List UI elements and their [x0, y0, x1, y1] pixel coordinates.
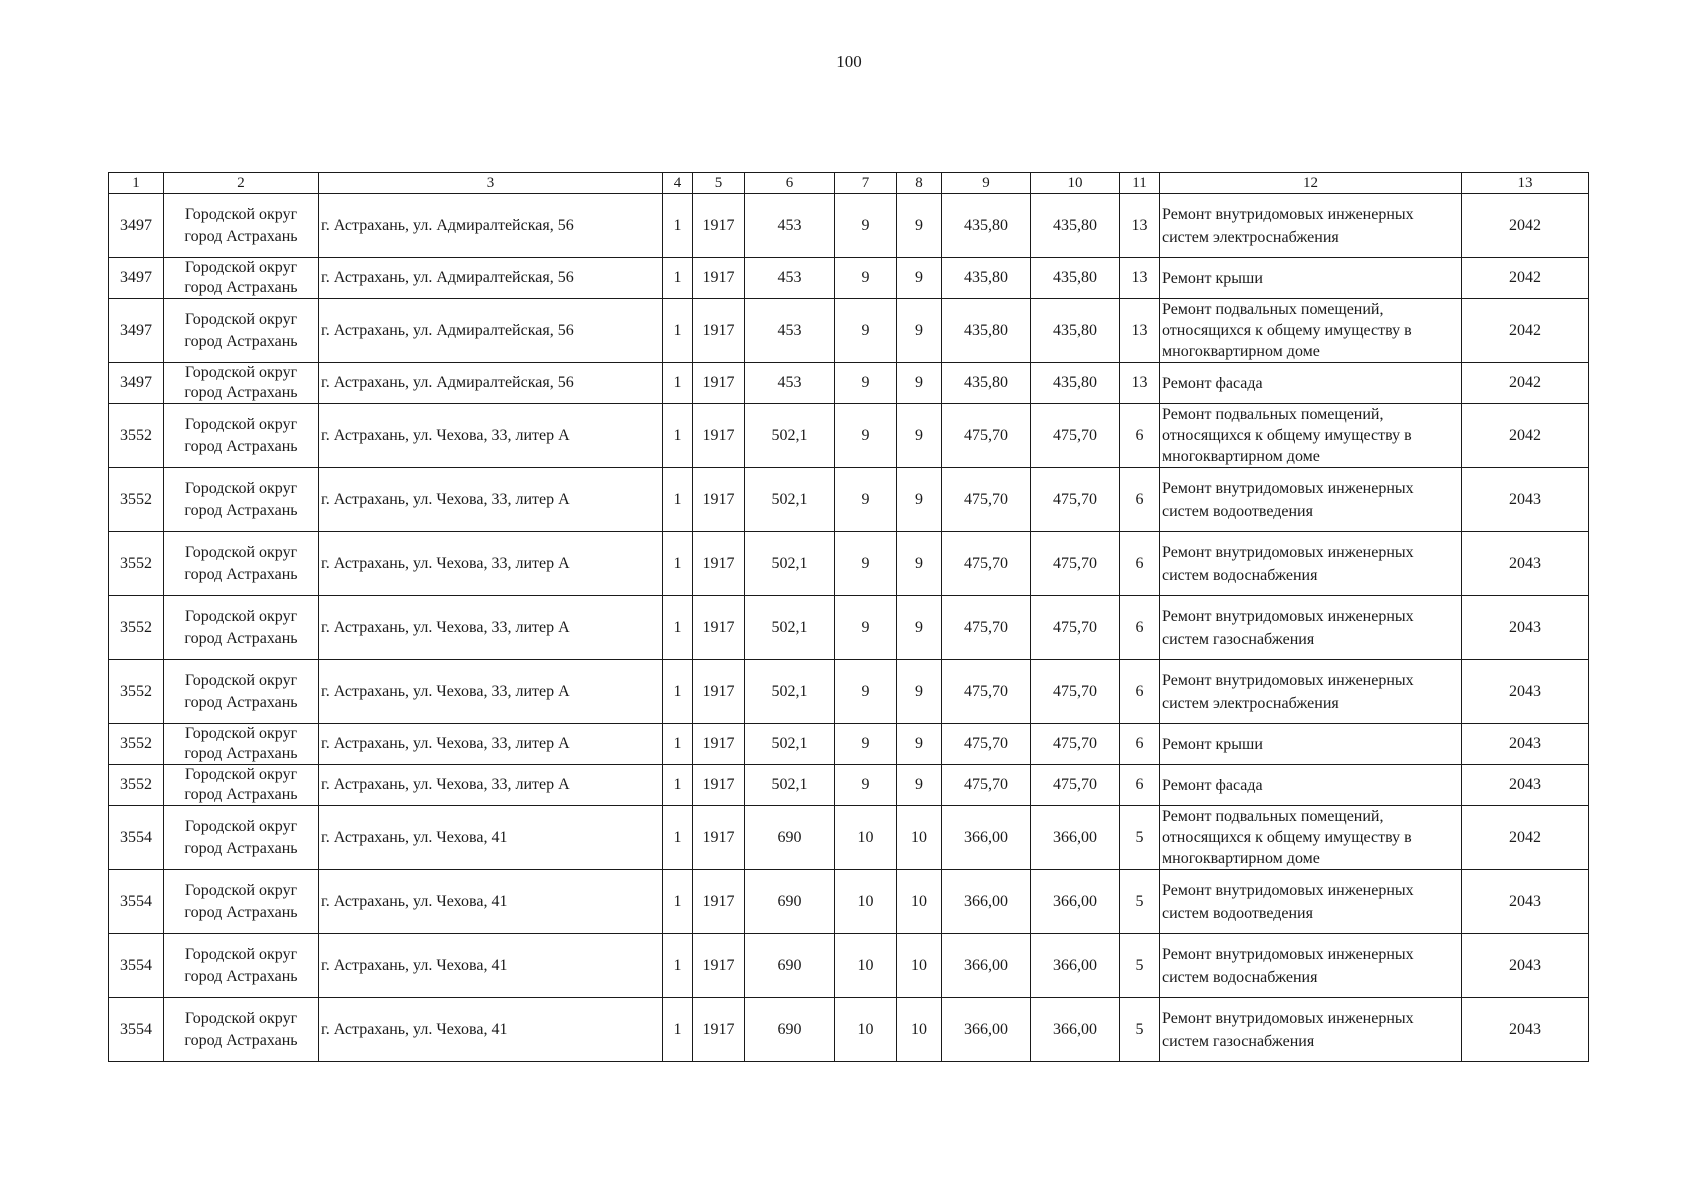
works-cell: Ремонт крыши — [1160, 724, 1462, 765]
municipality-cell: Городской округ город Астрахань — [164, 870, 319, 934]
cell-col10: 475,70 — [1031, 468, 1120, 532]
address-cell: г. Астрахань, ул. Чехова, 33, литер А — [319, 404, 663, 468]
address-cell: г. Астрахань, ул. Чехова, 33, литер А — [319, 596, 663, 660]
row-number: 3497 — [109, 258, 164, 299]
table-row — [109, 724, 1589, 765]
municipality-cell: Городской округ город Астрахань — [164, 806, 319, 870]
municipality-cell: Городской округ город Астрахань — [164, 532, 319, 596]
row-number: 3552 — [109, 596, 164, 660]
cell-col6: 502,1 — [745, 660, 835, 724]
year-cell: 1917 — [693, 299, 745, 363]
period-cell: 2042 — [1462, 404, 1589, 468]
year-cell: 1917 — [693, 363, 745, 404]
period-cell: 2043 — [1462, 724, 1589, 765]
column-header: 1 — [109, 173, 164, 194]
municipality-cell: Городской округ город Астрахань — [164, 660, 319, 724]
cell-col4: 1 — [663, 404, 693, 468]
works-cell: Ремонт крыши — [1160, 258, 1462, 299]
works-cell: Ремонт внутридомовых инженерных систем водоотведения — [1160, 870, 1462, 934]
cell-col9: 366,00 — [942, 998, 1031, 1062]
table-row — [109, 596, 1589, 660]
cell-col9: 475,70 — [942, 660, 1031, 724]
cell-col9: 366,00 — [942, 934, 1031, 998]
cell-col9: 435,80 — [942, 194, 1031, 258]
municipality-cell: Городской округ город Астрахань — [164, 724, 319, 765]
address-cell: г. Астрахань, ул. Чехова, 41 — [319, 870, 663, 934]
cell-col11: 5 — [1120, 934, 1160, 998]
cell-col8: 9 — [897, 404, 942, 468]
cell-col9: 475,70 — [942, 468, 1031, 532]
cell-col10: 366,00 — [1031, 934, 1120, 998]
row-number: 3497 — [109, 299, 164, 363]
works-cell: Ремонт фасада — [1160, 765, 1462, 806]
cell-col8: 10 — [897, 870, 942, 934]
period-cell: 2042 — [1462, 299, 1589, 363]
cell-col9: 475,70 — [942, 404, 1031, 468]
cell-col11: 6 — [1120, 765, 1160, 806]
cell-col9: 475,70 — [942, 765, 1031, 806]
cell-col7: 9 — [835, 724, 897, 765]
cell-col6: 690 — [745, 806, 835, 870]
address-cell: г. Астрахань, ул. Чехова, 33, литер А — [319, 468, 663, 532]
row-number: 3552 — [109, 724, 164, 765]
address-cell: г. Астрахань, ул. Чехова, 33, литер А — [319, 532, 663, 596]
cell-col4: 1 — [663, 532, 693, 596]
cell-col6: 453 — [745, 194, 835, 258]
cell-col4: 1 — [663, 363, 693, 404]
cell-col6: 690 — [745, 934, 835, 998]
cell-col6: 502,1 — [745, 596, 835, 660]
works-cell: Ремонт фасада — [1160, 363, 1462, 404]
cell-col11: 5 — [1120, 806, 1160, 870]
address-cell: г. Астрахань, ул. Адмиралтейская, 56 — [319, 258, 663, 299]
cell-col7: 9 — [835, 194, 897, 258]
column-header: 13 — [1462, 173, 1589, 194]
cell-col4: 1 — [663, 660, 693, 724]
works-cell: Ремонт внутридомовых инженерных систем водоснабжения — [1160, 934, 1462, 998]
cell-col6: 453 — [745, 258, 835, 299]
address-cell: г. Астрахань, ул. Чехова, 33, литер А — [319, 660, 663, 724]
address-cell: г. Астрахань, ул. Адмиралтейская, 56 — [319, 299, 663, 363]
cell-col11: 6 — [1120, 404, 1160, 468]
cell-col6: 502,1 — [745, 532, 835, 596]
cell-col8: 9 — [897, 194, 942, 258]
cell-col11: 6 — [1120, 596, 1160, 660]
cell-col4: 1 — [663, 998, 693, 1062]
cell-col7: 9 — [835, 468, 897, 532]
cell-col8: 9 — [897, 532, 942, 596]
cell-col10: 366,00 — [1031, 806, 1120, 870]
cell-col10: 475,70 — [1031, 532, 1120, 596]
row-number: 3554 — [109, 934, 164, 998]
table-row — [109, 468, 1589, 532]
cell-col11: 6 — [1120, 468, 1160, 532]
cell-col8: 9 — [897, 299, 942, 363]
year-cell: 1917 — [693, 404, 745, 468]
cell-col11: 13 — [1120, 363, 1160, 404]
cell-col4: 1 — [663, 194, 693, 258]
year-cell: 1917 — [693, 468, 745, 532]
address-cell: г. Астрахань, ул. Чехова, 33, литер А — [319, 765, 663, 806]
works-cell: Ремонт внутридомовых инженерных систем газоснабжения — [1160, 596, 1462, 660]
municipality-cell: Городской округ город Астрахань — [164, 404, 319, 468]
table-row — [109, 299, 1589, 363]
cell-col7: 9 — [835, 258, 897, 299]
cell-col6: 690 — [745, 998, 835, 1062]
cell-col11: 13 — [1120, 194, 1160, 258]
address-cell: г. Астрахань, ул. Адмиралтейская, 56 — [319, 194, 663, 258]
row-number: 3554 — [109, 998, 164, 1062]
cell-col11: 5 — [1120, 998, 1160, 1062]
cell-col11: 5 — [1120, 870, 1160, 934]
cell-col8: 9 — [897, 363, 942, 404]
table-row — [109, 363, 1589, 404]
cell-col6: 502,1 — [745, 765, 835, 806]
year-cell: 1917 — [693, 998, 745, 1062]
year-cell: 1917 — [693, 806, 745, 870]
works-cell: Ремонт внутридомовых инженерных систем электроснабжения — [1160, 660, 1462, 724]
municipality-cell: Городской округ город Астрахань — [164, 596, 319, 660]
column-header: 5 — [693, 173, 745, 194]
period-cell: 2042 — [1462, 258, 1589, 299]
cell-col4: 1 — [663, 468, 693, 532]
works-cell: Ремонт подвальных помещений, относящихся к общему имуществу в многоквартирном доме — [1160, 806, 1462, 870]
cell-col11: 6 — [1120, 660, 1160, 724]
cell-col8: 10 — [897, 934, 942, 998]
year-cell: 1917 — [693, 194, 745, 258]
row-number: 3552 — [109, 765, 164, 806]
cell-col7: 10 — [835, 934, 897, 998]
cell-col10: 435,80 — [1031, 258, 1120, 299]
cell-col10: 475,70 — [1031, 765, 1120, 806]
cell-col9: 475,70 — [942, 532, 1031, 596]
year-cell: 1917 — [693, 724, 745, 765]
cell-col10: 366,00 — [1031, 870, 1120, 934]
cell-col7: 9 — [835, 404, 897, 468]
cell-col7: 10 — [835, 998, 897, 1062]
works-cell: Ремонт внутридомовых инженерных систем водоотведения — [1160, 468, 1462, 532]
cell-col9: 366,00 — [942, 806, 1031, 870]
cell-col6: 453 — [745, 363, 835, 404]
period-cell: 2043 — [1462, 998, 1589, 1062]
municipality-cell: Городской округ город Астрахань — [164, 765, 319, 806]
works-cell: Ремонт внутридомовых инженерных систем водоснабжения — [1160, 532, 1462, 596]
cell-col6: 453 — [745, 299, 835, 363]
cell-col10: 435,80 — [1031, 194, 1120, 258]
address-cell: г. Астрахань, ул. Чехова, 41 — [319, 998, 663, 1062]
period-cell: 2043 — [1462, 596, 1589, 660]
municipality-cell: Городской округ город Астрахань — [164, 934, 319, 998]
row-number: 3552 — [109, 404, 164, 468]
row-number: 3554 — [109, 806, 164, 870]
cell-col10: 366,00 — [1031, 998, 1120, 1062]
table-row — [109, 806, 1589, 870]
cell-col9: 435,80 — [942, 299, 1031, 363]
table-body — [109, 194, 1589, 1062]
period-cell: 2043 — [1462, 468, 1589, 532]
works-cell: Ремонт внутридомовых инженерных систем электроснабжения — [1160, 194, 1462, 258]
cell-col8: 10 — [897, 806, 942, 870]
column-header: 7 — [835, 173, 897, 194]
cell-col8: 9 — [897, 724, 942, 765]
cell-col10: 475,70 — [1031, 596, 1120, 660]
cell-col6: 690 — [745, 870, 835, 934]
address-cell: г. Астрахань, ул. Чехова, 33, литер А — [319, 724, 663, 765]
row-number: 3552 — [109, 468, 164, 532]
column-header: 12 — [1160, 173, 1462, 194]
period-cell: 2043 — [1462, 532, 1589, 596]
cell-col7: 9 — [835, 765, 897, 806]
municipality-cell: Городской округ город Астрахань — [164, 194, 319, 258]
cell-col7: 10 — [835, 806, 897, 870]
year-cell: 1917 — [693, 596, 745, 660]
cell-col9: 475,70 — [942, 596, 1031, 660]
cell-col6: 502,1 — [745, 724, 835, 765]
cell-col6: 502,1 — [745, 468, 835, 532]
row-number: 3497 — [109, 363, 164, 404]
cell-col4: 1 — [663, 299, 693, 363]
cell-col4: 1 — [663, 724, 693, 765]
period-cell: 2043 — [1462, 765, 1589, 806]
cell-col4: 1 — [663, 934, 693, 998]
row-number: 3552 — [109, 532, 164, 596]
works-cell: Ремонт внутридомовых инженерных систем газоснабжения — [1160, 998, 1462, 1062]
cell-col8: 9 — [897, 660, 942, 724]
column-header: 11 — [1120, 173, 1160, 194]
table-row — [109, 258, 1589, 299]
cell-col11: 13 — [1120, 299, 1160, 363]
table-row — [109, 870, 1589, 934]
cell-col4: 1 — [663, 258, 693, 299]
cell-col4: 1 — [663, 806, 693, 870]
repair-schedule-table — [108, 172, 1589, 1062]
table-row — [109, 404, 1589, 468]
column-header: 6 — [745, 173, 835, 194]
cell-col7: 9 — [835, 532, 897, 596]
cell-col4: 1 — [663, 870, 693, 934]
cell-col11: 6 — [1120, 532, 1160, 596]
cell-col4: 1 — [663, 596, 693, 660]
table-row — [109, 194, 1589, 258]
works-cell: Ремонт подвальных помещений, относящихся к общему имуществу в многоквартирном доме — [1160, 404, 1462, 468]
cell-col10: 435,80 — [1031, 363, 1120, 404]
year-cell: 1917 — [693, 934, 745, 998]
period-cell: 2043 — [1462, 934, 1589, 998]
cell-col7: 9 — [835, 299, 897, 363]
address-cell: г. Астрахань, ул. Адмиралтейская, 56 — [319, 363, 663, 404]
cell-col8: 10 — [897, 998, 942, 1062]
year-cell: 1917 — [693, 765, 745, 806]
column-header: 4 — [663, 173, 693, 194]
cell-col11: 13 — [1120, 258, 1160, 299]
cell-col10: 475,70 — [1031, 724, 1120, 765]
address-cell: г. Астрахань, ул. Чехова, 41 — [319, 806, 663, 870]
table-row — [109, 998, 1589, 1062]
cell-col10: 475,70 — [1031, 660, 1120, 724]
municipality-cell: Городской округ город Астрахань — [164, 363, 319, 404]
works-cell: Ремонт подвальных помещений, относящихся к общему имуществу в многоквартирном доме — [1160, 299, 1462, 363]
cell-col8: 9 — [897, 765, 942, 806]
cell-col8: 9 — [897, 258, 942, 299]
municipality-cell: Городской округ город Астрахань — [164, 998, 319, 1062]
period-cell: 2043 — [1462, 660, 1589, 724]
cell-col7: 10 — [835, 870, 897, 934]
column-header: 3 — [319, 173, 663, 194]
header-row — [109, 173, 1589, 194]
cell-col7: 9 — [835, 660, 897, 724]
cell-col9: 435,80 — [942, 258, 1031, 299]
municipality-cell: Городской округ город Астрахань — [164, 258, 319, 299]
column-header: 2 — [164, 173, 319, 194]
period-cell: 2042 — [1462, 806, 1589, 870]
column-header: 8 — [897, 173, 942, 194]
municipality-cell: Городской округ город Астрахань — [164, 299, 319, 363]
cell-col6: 502,1 — [745, 404, 835, 468]
column-header: 10 — [1031, 173, 1120, 194]
cell-col9: 366,00 — [942, 870, 1031, 934]
cell-col10: 435,80 — [1031, 299, 1120, 363]
year-cell: 1917 — [693, 532, 745, 596]
period-cell: 2042 — [1462, 363, 1589, 404]
table-row — [109, 660, 1589, 724]
year-cell: 1917 — [693, 660, 745, 724]
period-cell: 2042 — [1462, 194, 1589, 258]
row-number: 3497 — [109, 194, 164, 258]
column-header: 9 — [942, 173, 1031, 194]
row-number: 3552 — [109, 660, 164, 724]
cell-col4: 1 — [663, 765, 693, 806]
table-row — [109, 532, 1589, 596]
page-number: 100 — [836, 52, 862, 71]
cell-col11: 6 — [1120, 724, 1160, 765]
year-cell: 1917 — [693, 870, 745, 934]
cell-col7: 9 — [835, 363, 897, 404]
cell-col8: 9 — [897, 596, 942, 660]
municipality-cell: Городской округ город Астрахань — [164, 468, 319, 532]
cell-col9: 435,80 — [942, 363, 1031, 404]
year-cell: 1917 — [693, 258, 745, 299]
table-row — [109, 765, 1589, 806]
row-number: 3554 — [109, 870, 164, 934]
table-row — [109, 934, 1589, 998]
cell-col10: 475,70 — [1031, 404, 1120, 468]
cell-col9: 475,70 — [942, 724, 1031, 765]
period-cell: 2043 — [1462, 870, 1589, 934]
cell-col8: 9 — [897, 468, 942, 532]
address-cell: г. Астрахань, ул. Чехова, 41 — [319, 934, 663, 998]
cell-col7: 9 — [835, 596, 897, 660]
